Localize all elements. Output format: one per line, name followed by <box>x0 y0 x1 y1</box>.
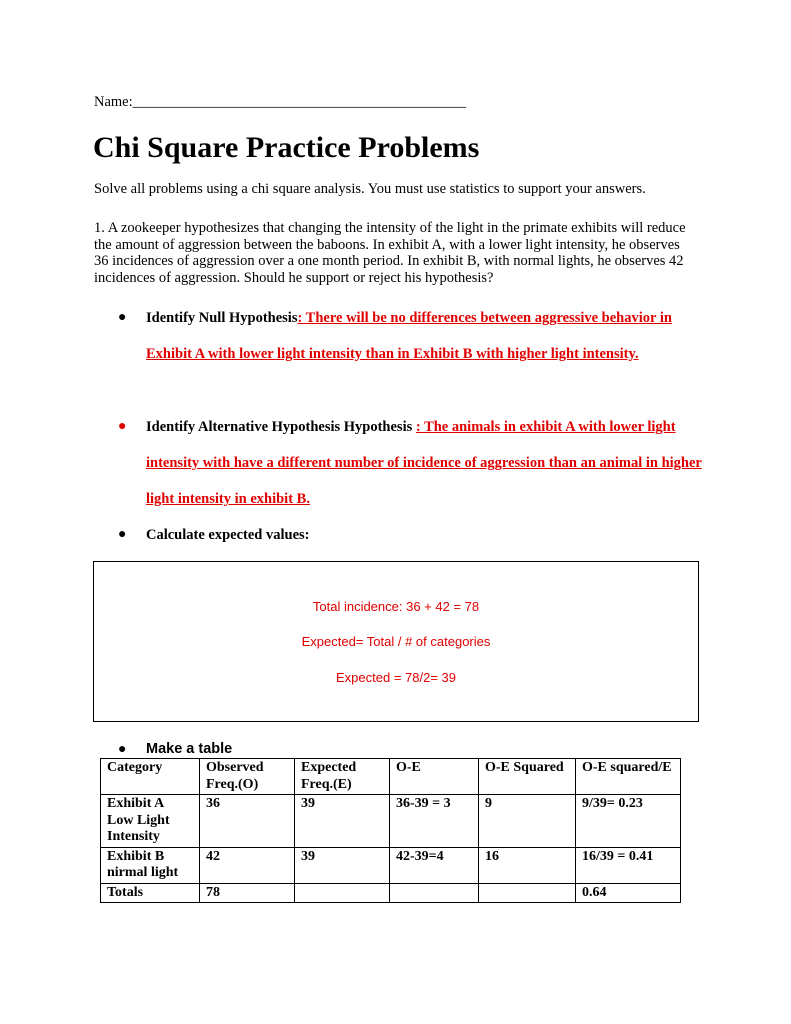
make-table-label: Make a table <box>146 741 233 757</box>
bullet-icon: ● <box>118 742 127 757</box>
null-hypothesis-item <box>146 300 706 372</box>
table-header-row <box>101 759 681 795</box>
table-cell: Totals <box>101 883 200 903</box>
page-title: Chi Square Practice Problems <box>93 131 480 164</box>
null-hypothesis-answer: : There will be no differences between aggressive behavior in Exhibit A with lower light intensity than in Exhibit B with higher light intensity. <box>146 310 672 362</box>
problem-1-text: 1. A zookeeper hypothesizes that changing the intensity of the light in the primate exhibits will reduce the amount of aggression between the baboons. In exhibit A, with a lower light intensity, he observes 36 incidences of aggression over a one month period. In exhibit B, with normal lights, he observes 42 incidences of aggression. Should he support or reject his hypothesis? <box>94 220 686 286</box>
table-cell: 39 <box>295 847 390 883</box>
table-header: O-E Squared <box>479 759 576 795</box>
chi-square-table <box>100 758 681 903</box>
alt-hypothesis-item <box>146 409 706 517</box>
calc-line-formula: Expected= Total / # of categories <box>301 634 491 649</box>
table-header: O-E <box>390 759 479 795</box>
table-row <box>101 847 681 883</box>
alt-hypothesis-label: Identify Alternative Hypothesis Hypothesis <box>146 419 416 435</box>
name-field-label: Name:______________________________________________ <box>94 94 467 110</box>
bullet-icon: ● <box>118 527 127 542</box>
bullet-icon: ● <box>118 310 127 325</box>
table-cell <box>390 883 479 903</box>
table-cell: 9/39= 0.23 <box>576 795 681 848</box>
table-cell: 36-39 = 3 <box>390 795 479 848</box>
table-header: Expected Freq.(E) <box>295 759 390 795</box>
table-cell: 36 <box>200 795 295 848</box>
table-header: Observed Freq.(O) <box>200 759 295 795</box>
table-cell: 42-39=4 <box>390 847 479 883</box>
table-cell: 42 <box>200 847 295 883</box>
table-cell: 16/39 = 0.41 <box>576 847 681 883</box>
table-cell <box>295 883 390 903</box>
calc-line-total: Total incidence: 36 + 42 = 78 <box>312 599 480 614</box>
table-cell: 16 <box>479 847 576 883</box>
bullet-icon: ● <box>118 419 127 434</box>
table-header: Category <box>101 759 200 795</box>
table-header: O-E squared/E <box>576 759 681 795</box>
table-row <box>101 883 681 903</box>
table-cell: 0.64 <box>576 883 681 903</box>
null-hypothesis-label: Identify Null Hypothesis <box>146 310 298 326</box>
table-cell <box>479 883 576 903</box>
table-cell: 78 <box>200 883 295 903</box>
expected-values-box <box>93 561 699 722</box>
alt-hypothesis-answer: : The animals in exhibit A with lower light intensity with have a different number of incidence of aggression than an animal in higher light intensity in exhibit B. <box>146 419 702 507</box>
expected-values-label: Calculate expected values: <box>146 527 310 543</box>
table-cell: 9 <box>479 795 576 848</box>
instructions: Solve all problems using a chi square analysis. You must use statistics to support your answers. <box>94 181 646 197</box>
table-cell: Exhibit A Low Light Intensity <box>101 795 200 848</box>
table-row <box>101 795 681 848</box>
table-cell: Exhibit B nirmal light <box>101 847 200 883</box>
table-cell: 39 <box>295 795 390 848</box>
calc-line-result: Expected = 78/2= 39 <box>336 670 456 685</box>
